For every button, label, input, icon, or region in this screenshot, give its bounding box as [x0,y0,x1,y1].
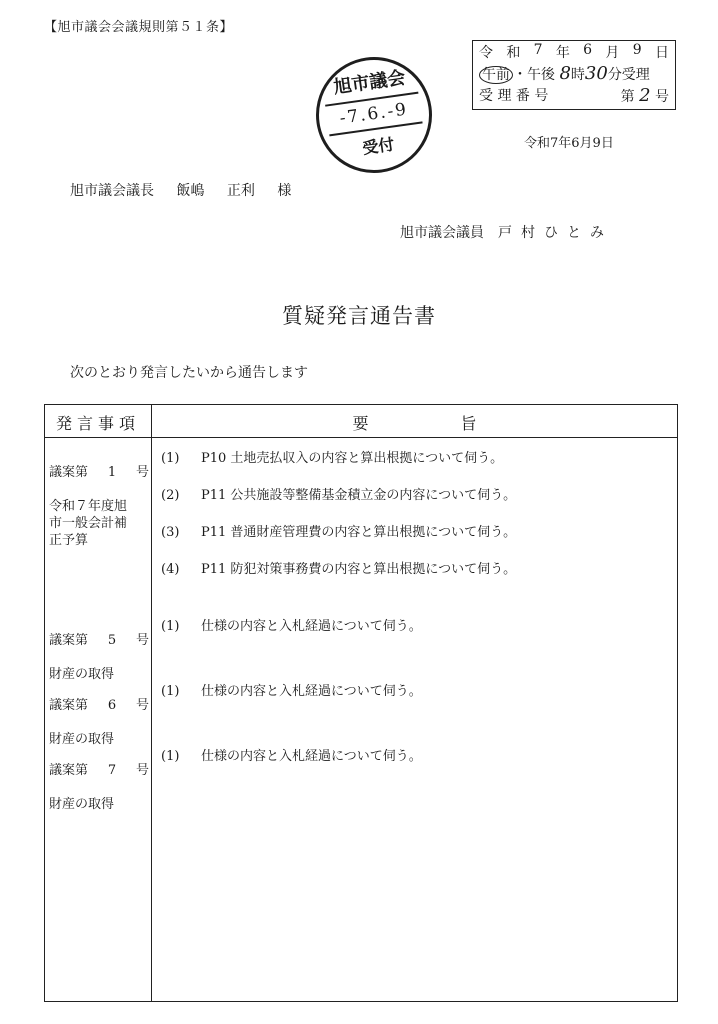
receipt-date-line [479,42,669,62]
question-item [161,521,516,540]
agenda-number-suffix: 号 [135,633,149,648]
sender [400,222,613,242]
document-date: 令和7年6月9日 [524,136,614,151]
question-item [161,484,516,503]
stamp-date: -7.6.-9 [338,99,410,129]
column-divider [151,405,152,1001]
question-number: (1) [161,749,180,764]
question-number: (2) [161,488,180,503]
addressee: 旭市議会議長 飯嶋 正利 様 [70,183,292,199]
stamp-received: 受付 [361,134,396,158]
question-number: (1) [161,451,180,466]
header-summary-char: 旨 [460,414,477,433]
header-summary [152,411,677,434]
agenda-number [49,762,149,779]
question-number: (1) [161,619,180,634]
rule-reference: 【旭市議会会議規則第５１条】 [44,20,234,35]
agenda-title: 財産の取得 [49,667,115,682]
receipt-date-char: 日 [654,45,669,61]
agenda-number-value: 1 [107,465,117,480]
header-summary-char: 要 [352,414,369,433]
agenda-number-value: 6 [107,698,117,713]
agenda-title: 財産の取得 [49,732,115,747]
receipt-date-char: 年 [555,45,570,61]
agenda-number-prefix: 議案第 [49,465,89,480]
question-text: P10 土地売払収入の内容と算出根拠について伺う。 [201,451,504,466]
sender-name: 戸村ひとみ [498,225,613,241]
question-text: 仕様の内容と入札経過について伺う。 [201,749,422,764]
agenda-number-prefix: 議案第 [49,698,89,713]
receipt-minute-unit: 分受理 [607,67,650,83]
receipt-number-prefix: 第 [620,89,635,105]
receipt-date-char: 6 [583,42,593,58]
receipt-date-char: 9 [632,42,642,58]
reception-stamp [308,49,439,180]
agenda-title: 財産の取得 [49,797,115,812]
question-item [161,745,422,764]
agenda-title: 令和７年度旭 市一般会計補 正予算 [49,499,128,548]
agenda-number-suffix: 号 [135,698,149,713]
agenda-subject [49,447,149,566]
header-subject: 発言事項 [55,414,140,433]
agenda-number-value: 7 [107,763,117,778]
question-item [161,558,516,577]
agenda-number-suffix: 号 [135,465,149,480]
sender-title: 旭市議会議員 [400,225,484,241]
receipt-date-char: 月 [605,45,620,61]
receipt-am-circled: 午前 [479,66,513,84]
receipt-date-char: 令 [479,45,493,61]
question-text: P11 公共施設等整備基金積立金の内容について伺う。 [201,488,517,503]
agenda-number-suffix: 号 [135,763,149,778]
question-number: (4) [161,562,180,577]
question-item [161,447,503,466]
question-text: P11 防犯対策事務費の内容と算出根拠について伺う。 [201,562,517,577]
header-divider [45,437,677,438]
document-title: 質疑発言通告書 [282,304,436,328]
receipt-time-line [479,63,669,84]
agenda-number [49,632,149,649]
receipt-date-char: 7 [533,42,543,58]
receipt-number-label: 受 理 番 号 [479,88,549,104]
notice-table [44,404,678,1002]
question-text: 仕様の内容と入札経過について伺う。 [201,684,422,699]
question-number: (1) [161,684,180,699]
agenda-number [49,464,149,481]
question-text: P11 普通財産管理費の内容と算出根拠について伺う。 [201,525,517,540]
receipt-hour-unit: 時 [570,67,585,83]
receipt-pm: ・午後 [513,67,555,83]
receipt-minute: 30 [584,63,608,84]
receipt-hour: 8 [559,63,571,84]
receipt-date-char: 和 [506,45,521,61]
stamp-org: 旭市議会 [332,67,407,99]
agenda-number-prefix: 議案第 [49,633,89,648]
receipt-box [472,40,676,110]
intro-text: 次のとおり発言したいから通告します [70,365,308,381]
receipt-number-line [479,85,669,106]
receipt-number-suffix: 号 [655,89,669,105]
agenda-number-value: 5 [107,633,117,648]
question-number: (3) [161,525,180,540]
agenda-number-prefix: 議案第 [49,763,89,778]
question-item [161,680,422,699]
agenda-subject [49,745,149,830]
agenda-number [49,697,149,714]
receipt-number-value: 2 [639,85,651,106]
question-item [161,615,422,634]
question-text: 仕様の内容と入札経過について伺う。 [201,619,422,634]
